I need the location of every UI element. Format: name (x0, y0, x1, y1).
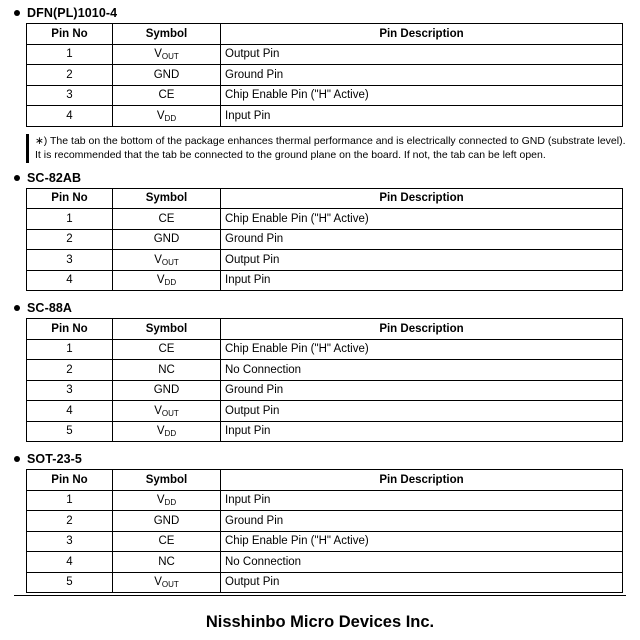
section-title: SC-88A (27, 301, 73, 315)
section-heading (14, 6, 626, 20)
section-title: DFN(PL)1010-4 (27, 6, 118, 20)
cell-pin-no: 1 (27, 44, 113, 65)
cell-pin-no: 1 (27, 209, 113, 230)
column-header-description: Pin Description (221, 24, 623, 45)
cell-pin-no: 4 (27, 552, 113, 573)
cell-symbol (113, 360, 221, 381)
cell-description: No Connection (221, 552, 623, 573)
pin-table-dfn-pl-1010-4 (26, 23, 623, 127)
table-row (27, 552, 623, 573)
cell-symbol (113, 490, 221, 511)
symbol-text: V (156, 425, 165, 438)
cell-pin-no: 5 (27, 421, 113, 442)
cell-pin-no: 4 (27, 106, 113, 127)
symbol-subscript: DD (164, 498, 177, 508)
cell-description: Output Pin (221, 401, 623, 422)
symbol-text: V (154, 576, 162, 589)
symbol-subscript: OUT (161, 257, 179, 267)
symbol-text: GND (153, 514, 180, 527)
table-header-row (27, 24, 623, 45)
symbol-subscript: DD (164, 278, 177, 288)
bullet-icon (14, 305, 20, 311)
footnote-accent-bar (26, 134, 29, 163)
table-row (27, 531, 623, 552)
cell-pin-no: 3 (27, 531, 113, 552)
cell-description: Output Pin (221, 250, 623, 271)
table-row (27, 421, 623, 442)
cell-symbol (113, 552, 221, 573)
cell-symbol (113, 250, 221, 271)
table-row (27, 65, 623, 86)
cell-pin-no: 5 (27, 572, 113, 593)
column-header-description: Pin Description (221, 470, 623, 491)
footnote-block (26, 134, 626, 163)
cell-description: Chip Enable Pin ("H" Active) (221, 339, 623, 360)
cell-description: Input Pin (221, 270, 623, 291)
table-row (27, 360, 623, 381)
bullet-icon (14, 175, 20, 181)
table-row (27, 401, 623, 422)
symbol-text: V (156, 494, 165, 507)
cell-pin-no: 4 (27, 270, 113, 291)
pin-table-sot-23-5 (26, 469, 623, 593)
cell-symbol (113, 106, 221, 127)
column-header-pin-no: Pin No (27, 24, 113, 45)
table-header-row (27, 470, 623, 491)
cell-description: No Connection (221, 360, 623, 381)
symbol-text: GND (153, 233, 180, 246)
table-row (27, 229, 623, 250)
cell-symbol (113, 421, 221, 442)
section-sc-88a (14, 301, 626, 442)
cell-pin-no: 3 (27, 380, 113, 401)
cell-pin-no: 4 (27, 401, 113, 422)
symbol-subscript: OUT (161, 408, 179, 418)
symbol-text: CE (158, 535, 175, 548)
cell-symbol (113, 511, 221, 532)
cell-symbol (113, 531, 221, 552)
cell-description: Input Pin (221, 106, 623, 127)
cell-symbol (113, 380, 221, 401)
bullet-icon (14, 10, 20, 16)
symbol-subscript: DD (164, 429, 177, 439)
symbol-subscript: OUT (161, 52, 179, 62)
cell-pin-no: 3 (27, 250, 113, 271)
column-header-pin-no: Pin No (27, 188, 113, 209)
table-row (27, 490, 623, 511)
cell-description: Ground Pin (221, 65, 623, 86)
symbol-text: V (154, 48, 162, 61)
cell-description: Ground Pin (221, 229, 623, 250)
symbol-text: V (154, 404, 162, 417)
table-row (27, 270, 623, 291)
cell-symbol (113, 401, 221, 422)
cell-pin-no: 1 (27, 490, 113, 511)
footnote-text: ∗) The tab on the bottom of the package enhances thermal performance and is electrically connected to GND (substrate level). It is recommended that the tab be connected to the ground plane on the board. If not, the tab can be left open. (35, 134, 626, 161)
section-heading (14, 301, 626, 315)
table-row (27, 44, 623, 65)
cell-description: Ground Pin (221, 511, 623, 532)
table-row (27, 380, 623, 401)
cell-description: Output Pin (221, 44, 623, 65)
table-header-row (27, 319, 623, 340)
footer-divider (14, 595, 626, 596)
column-header-symbol: Symbol (113, 470, 221, 491)
cell-pin-no: 2 (27, 511, 113, 532)
cell-symbol (113, 572, 221, 593)
section-sot-23-5 (14, 452, 626, 593)
footer-company-name: Nisshinbo Micro Devices Inc. (205, 613, 435, 631)
symbol-subscript: OUT (161, 580, 179, 590)
table-row (27, 339, 623, 360)
column-header-symbol: Symbol (113, 319, 221, 340)
cell-description: Input Pin (221, 421, 623, 442)
section-title: SC-82AB (27, 170, 82, 185)
symbol-text: V (156, 109, 165, 122)
cell-symbol (113, 270, 221, 291)
cell-description: Chip Enable Pin ("H" Active) (221, 531, 623, 552)
cell-description: Input Pin (221, 490, 623, 511)
cell-description: Chip Enable Pin ("H" Active) (221, 209, 623, 230)
table-row (27, 572, 623, 593)
cell-pin-no: 1 (27, 339, 113, 360)
table-row (27, 511, 623, 532)
column-header-symbol: Symbol (113, 188, 221, 209)
cell-symbol (113, 85, 221, 106)
column-header-symbol: Symbol (113, 24, 221, 45)
section-dfn-pl-1010-4 (14, 6, 626, 127)
section-heading (14, 171, 626, 185)
cell-pin-no: 3 (27, 85, 113, 106)
cell-description: Output Pin (221, 572, 623, 593)
cell-pin-no: 2 (27, 360, 113, 381)
symbol-text: NC (158, 555, 175, 568)
section-sc-82ab (14, 171, 626, 292)
symbol-text: CE (158, 212, 175, 225)
cell-pin-no: 2 (27, 65, 113, 86)
symbol-text: GND (153, 384, 180, 397)
symbol-text: V (154, 253, 162, 266)
column-header-description: Pin Description (221, 319, 623, 340)
table-row (27, 209, 623, 230)
symbol-text: CE (158, 89, 175, 102)
cell-description: Chip Enable Pin ("H" Active) (221, 85, 623, 106)
table-row (27, 85, 623, 106)
cell-pin-no: 2 (27, 229, 113, 250)
cell-symbol (113, 209, 221, 230)
table-row (27, 250, 623, 271)
pin-table-sc-82ab (26, 188, 623, 292)
cell-symbol (113, 65, 221, 86)
column-header-description: Pin Description (221, 188, 623, 209)
column-header-pin-no: Pin No (27, 470, 113, 491)
symbol-text: V (156, 274, 165, 287)
symbol-text: CE (158, 343, 175, 356)
table-header-row (27, 188, 623, 209)
cell-symbol (113, 44, 221, 65)
section-heading (14, 452, 626, 466)
column-header-pin-no: Pin No (27, 319, 113, 340)
cell-description: Ground Pin (221, 380, 623, 401)
cell-symbol (113, 339, 221, 360)
cell-symbol (113, 229, 221, 250)
bullet-icon (14, 456, 20, 462)
symbol-subscript: DD (164, 113, 177, 123)
section-title: SOT-23-5 (27, 452, 82, 466)
table-row (27, 106, 623, 127)
pin-table-sc-88a (26, 318, 623, 442)
symbol-text: NC (158, 363, 175, 376)
symbol-text: GND (153, 68, 180, 81)
